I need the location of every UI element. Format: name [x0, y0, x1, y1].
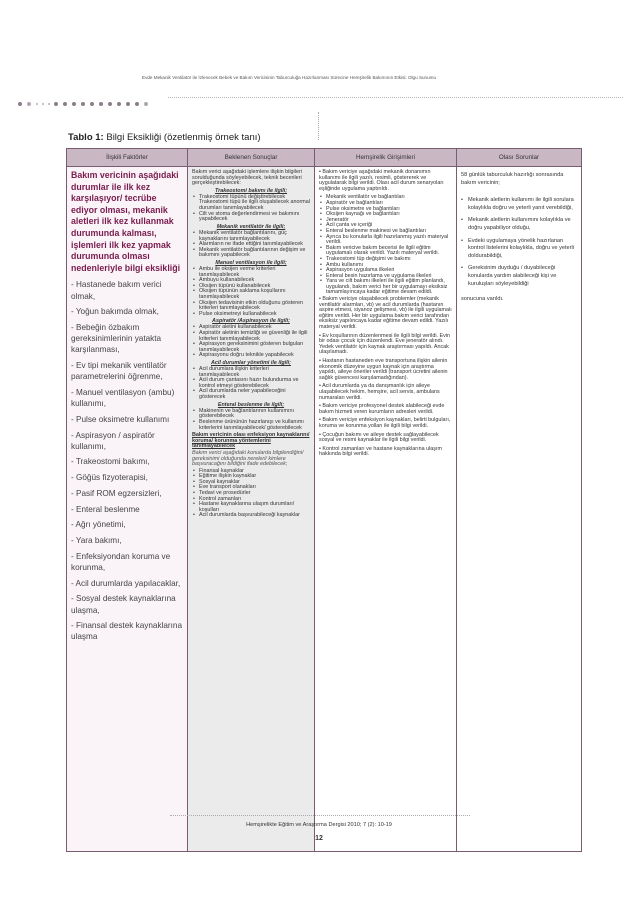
list-item: • Jeneratör [319, 218, 452, 224]
list-item: - Yoğun bakımda olmak, [71, 307, 159, 317]
related-factors-list [71, 279, 183, 642]
outcome-group-title: Manuel ventilasyon ile ilgili; [215, 259, 287, 266]
list-item: - Bebeğin özbakım gereksinimlerinin yatakta karşılanması, [71, 322, 162, 355]
list-item: • Pulse oksimetre ve bağlantıları [319, 207, 452, 213]
list-item: - Enteral beslenme [71, 504, 140, 514]
outcome-group-list [192, 409, 310, 431]
intervention-paragraph: • Ev koşullarının düzenlenmesi ile ilgili bilgi verildi. Evin bir odası çocuk için düzenlendi. Eve jeneratör alındı. Yedek ventilatör için kaynak araştırması yapıldı. Ancak ulaşılamadı. [319, 332, 451, 356]
list-item: • Oksijen tüpünü kullanabilecek [192, 284, 310, 290]
list-item: - Yara bakımı, [71, 536, 122, 545]
list-item: • Acil durumlarda başvurabileceği kaynaklar [192, 513, 310, 519]
decorative-dotted-line [168, 97, 623, 98]
list-item: - Pulse oksimetre kullanımı [71, 414, 170, 424]
header-expected-outcomes: Beklenen Sonuçlar [188, 149, 315, 167]
list-item: • Acil durum çantasını hazır bulundurma ve kontrol etmeyi gösterebilecek [192, 378, 310, 389]
list-item: • Ambu kullanımı [319, 263, 452, 269]
list-item: • Eve transport olanakları [192, 485, 310, 491]
list-item: • Oksijen tedavisinin etkin olduğunu gösteren kriterleri tanımlayabilecek [192, 301, 310, 312]
outcome-group-title: Trakeostomi bakımı ile ilgili; [214, 187, 288, 194]
decorative-dot-row [18, 95, 153, 101]
outcome-group-title: Acil durumlar yönetimi ile ilgili; [211, 360, 291, 366]
list-item: • Enteral besin hazırlama ve uygulama ilkeleri [319, 274, 452, 280]
list-item: • Aspirasyon gereksinimini gösteren bulguları tanımlayabilecek [192, 342, 310, 353]
list-item: • Mekanik ventilatör bağlantılarını, güç kaynaklarını tanımlayabilecek [192, 231, 310, 242]
intervention-equipment-list [319, 195, 452, 296]
cell-possible-problems [457, 167, 582, 852]
header-related-factors: İlişkili Faktörler [67, 149, 188, 167]
list-item: - Ağrı yönetimi, [71, 520, 126, 530]
list-item: • Acil durumlara ilişkin kriterleri tanımlayabilecek [192, 367, 310, 378]
list-item: • Makinenin ve bağlantılarının kullanımını gösterebilecek [192, 409, 310, 420]
list-item: - Enfeksiyondan koruma ve korunma, [71, 551, 171, 572]
outcome-group-title: Aspiratör /Aspirasyon ile ilgili; [212, 318, 290, 325]
list-item: - Göğüs fizyoterapisi, [71, 473, 148, 483]
list-item: • Oksijen kaynağı ve bağlantıları [319, 212, 452, 218]
outcomes-infection-heading: Bakım vericinin olası enfeksiyon kaynaklarını/ koruma/ korunma yöntemlerini tanımlayabilecek [192, 432, 310, 450]
list-item: - Hastanede bakım verici olmak, [71, 280, 162, 301]
table-title-text: Bilgi Eksikliği (özetlenmiş örnek tanı) [103, 132, 261, 143]
journal-footer: Hemşirelikte Eğitim ve Araştırma Dergisi 2010; 7 (2): 10-19 [246, 822, 392, 828]
list-item: • Mekanik ventilatör ve bağlantıları [319, 195, 452, 201]
list-item: • Yara ve cilt bakımı ilkeleri ile ilgili eğitim planlandı, uygulandı, bakım verici her bir uygulamayı eksiksiz tamamlayıncaya kadar eğitime devam edildi. [319, 279, 452, 296]
list-item: • Acil durumlarda neler yapabileceğini gösterecek [192, 389, 310, 400]
list-item: - Trakeostomi bakımı, [71, 457, 150, 467]
outcome-group-title: Enteral beslenme ile ilgili; [217, 401, 285, 408]
list-item: • Enteral beslenme makinesi ve bağlantıları [319, 229, 452, 235]
list-item: - Manuel ventilasyon (ambu) kullanımı, [71, 387, 175, 409]
running-head: Evde Mekanik Ventilatör ile İzlenecek Bebek ve Bakım Vericisinin Taburculuğa Hazırlanması Sürecine Hemşirelik Bakımının Etkisi: Olgu Sunumu [142, 75, 437, 80]
related-factors-heading: Bakım vericinin aşağıdaki durumlar ile ilk kez karşılaşıyor/ tecrübe ediyor olması, mekanik aletleri ilk kez kullanmak durumunda kalması, işlemleri ilk kez yapmak durumunda olması nedenleriyle bilgi eksikliği [71, 170, 181, 273]
outcome-groups [192, 189, 310, 431]
outcome-group-title: Mekanik ventilatör ile ilgili; [216, 223, 286, 230]
list-item: • Mekanik aletlerin kullanımını kolaylıkla ve doğru yapabiliyor olduğu, [461, 217, 577, 232]
intervention-paragraph: • Hastanın hastaneden eve transportuna ilişkin ailenin ekonomik düzeyine uygun kaynak için araştırma yapıldı, aileye öneriler verildi (transport ücretini ailenin sağlık güvencesi karşılamadığından). [319, 358, 448, 381]
outcome-group-list [192, 367, 310, 401]
cell-related-factors [67, 167, 188, 852]
list-item: • Alarmların ne ifade ettiğini tanımlayabilecek [192, 242, 310, 248]
list-item: • Kontrol zamanları [192, 497, 310, 503]
list-item: • Acil çanta ve içeriği [319, 223, 452, 229]
list-item: • Mekanik aletlerin kullanımı ile ilgili sorulara kolaylıkla doğru ve yeterli yanıt verebildiği, [461, 197, 577, 212]
list-item: • Aspiratör ve bağlantıları [319, 201, 452, 207]
problems-intro: 58 günlük taburculuk hazırlığı sonrasında bakım vericinin; [461, 172, 564, 186]
cell-expected-outcomes [188, 167, 315, 852]
outcomes-italic-note: Bakım verici aşağıdaki konularda bilgilendiğini/ gereksinimi olduğunda nereleri/ kimlere başvuracağını bildiğini ifade edebilecek; [192, 449, 304, 468]
table-title-label: Tablo 1: [68, 132, 104, 143]
list-item: • Aspirasyonu doğru teknikle yapabilecek [192, 353, 310, 359]
expected-outcomes-content [192, 170, 310, 519]
list-item: • Trakeostomi tüpünü değiştirebilecek Trakeostomi tüpü ile ilgili oluşabilecek anormal durumları tanımlayabilecek [192, 195, 310, 212]
list-item: - Acil durumlarda yapılacaklar, [71, 578, 181, 588]
intervention-paragraph: • Kontrol zamanları ve hastane kaynaklarına ulaşım hakkında bilgi verildi. [319, 445, 442, 458]
list-item: - Ev tipi mekanik ventilatör parametrelerini öğrenme, [71, 361, 167, 382]
outcomes-resource-list [192, 469, 310, 519]
interventions-content [319, 170, 452, 458]
table-row [67, 167, 582, 852]
decorative-vertical-dots [318, 112, 319, 140]
nursing-care-table [66, 148, 582, 852]
list-item: • Ambu ile oksijen verme kriterleri tanımlayabilecek [192, 267, 310, 278]
list-item: • Aspiratör aletini kullanabilecek [192, 325, 310, 331]
list-item: • Mekanik ventilatör bağlantılarının değişim ve bakımını yapabilecek [192, 248, 310, 259]
list-item: • Bakım vericive bakım becerisi ile ilgili eğitim uygulamalı olarak verildi. Yazılı materyal verildi. [319, 246, 452, 257]
problems-list [461, 197, 577, 288]
list-item: • Tedavi ve prosedürler [192, 491, 310, 497]
list-item: • Evdeki uygulamaya yönelik hazırlanan kontrol listelerini kolaylıkla, doğru ve yeterli doldurabildiği, [461, 238, 577, 261]
list-item: • Ayrıca bu konularla ilgili hazırlanmış yazılı materyal verildi. [319, 235, 452, 246]
list-item: • Cilt ve stoma değerlendirmesi ve bakımını yapabilecek [192, 212, 310, 223]
cell-nursing-interventions [315, 167, 457, 852]
list-item: - Finansal destek kaynaklarına ulaşma [71, 621, 183, 642]
outcomes-intro: Bakım verici aşağıdaki işlemlere ilişkin bilgileri sorulduğunda söyleyebilecek, teknik becerileri gerçekleştirebilecek: [192, 169, 302, 187]
list-item: • Oksijen tüpünün saklama koşullarını tanımlayabilecek [192, 289, 310, 300]
footer-dotted-line [170, 815, 470, 816]
outcome-group-list [192, 267, 310, 317]
list-item: - Aspirasyon / aspiratör kullanımı, [71, 430, 155, 451]
list-item: • Aspiratör aletinin temizliği ve güvenliği ile ilgili kriterleri tanımlayabilecek [192, 331, 310, 342]
intervention-paragraph: • Bakım vericiye aşağıdaki mekanik donanımın kullanımı ile ilgili yazılı, resimli, göstererek ve uygulatarak bilgi verildi. Olası acil durum senaryoları eşliğinde uygulama yaptırıldı. [319, 169, 444, 192]
list-item: • Ambuyu kullanabilecek [192, 278, 310, 284]
list-item: • Hastane kaynaklarına ulaşım durumları/ koşulları [192, 502, 310, 513]
intervention-paragraph: • Bakım vericiye olaşabilecek problemler (mekanik ventilatör alarmları, vb) ve acil durumlarda (hastanın aspire etmesi, siyanoz gelişmesi, vb) ile ilgili uygulamalı eğitim verildi. Her bir uygulama bakım verici tarafından eksiksiz yapılıncaya kadar eğitime devam edildi. Yazılı materyal verildi. [319, 296, 452, 331]
problems-outro: sonucuna varıldı. [461, 296, 504, 303]
list-item: • Eğitime ilişkin kaynaklar [192, 474, 310, 480]
intervention-paragraph: • Bakım vericiye enfeksiyon kaynakları, belirti bulguları, koruma ve korunma yolları ile ilgili bilgi verildi. [319, 417, 451, 429]
list-item: - Sosyal destek kaynaklarına ulaşma, [71, 594, 176, 615]
list-item: • Trakeostomi tüp değişimi ve bakımı [319, 257, 452, 263]
page-number: 12 [315, 835, 323, 842]
list-item: • Gereksinim duyduğu / duyabileceği konularda yardım alabileceği kişi ve kuruluşları söyleyebildiği [461, 265, 577, 288]
list-item: • Beslenme ürününün hazırlanışı ve kullanımı kriterlerini tanımlayabilecek/ gösterebilecek [192, 420, 310, 431]
outcome-group-list [192, 195, 310, 223]
list-item: - Pasif ROM egzersizleri, [71, 488, 162, 498]
list-item: • Aspirasyon uygulama ilkeleri [319, 268, 452, 274]
outcome-group-list [192, 231, 310, 259]
problems-content [461, 172, 577, 304]
intervention-paragraph: • Acil durumlarda ya da danışmanlık için aileye ulaşabilecek hekim, hemşire, acil servis, ambulans numaraları verildi. [319, 383, 440, 401]
outcome-group-list [192, 325, 310, 359]
table-header-row [67, 149, 582, 167]
intervention-paragraph: • Çocuğun bakımı ve aileye destek sağlayabilecek sosyal ve resmi kaynaklar ile ilgili bilgi verildi. [319, 431, 439, 444]
list-item: • Finansal kaynaklar [192, 469, 310, 475]
table-title [68, 132, 261, 143]
intervention-paragraph: • Bakım vericiye profesyonel destek alabileceği evde bakım hizmeti veren kurumların adresleri verildi. [319, 403, 445, 415]
header-possible-problems: Olası Sorunlar [457, 149, 582, 167]
header-nursing-interventions: Hemşirelik Girişimleri [315, 149, 457, 167]
list-item: • Pulse oksimetreyi kullanabilecek [192, 312, 310, 318]
list-item: • Sosyal kaynaklar [192, 480, 310, 486]
